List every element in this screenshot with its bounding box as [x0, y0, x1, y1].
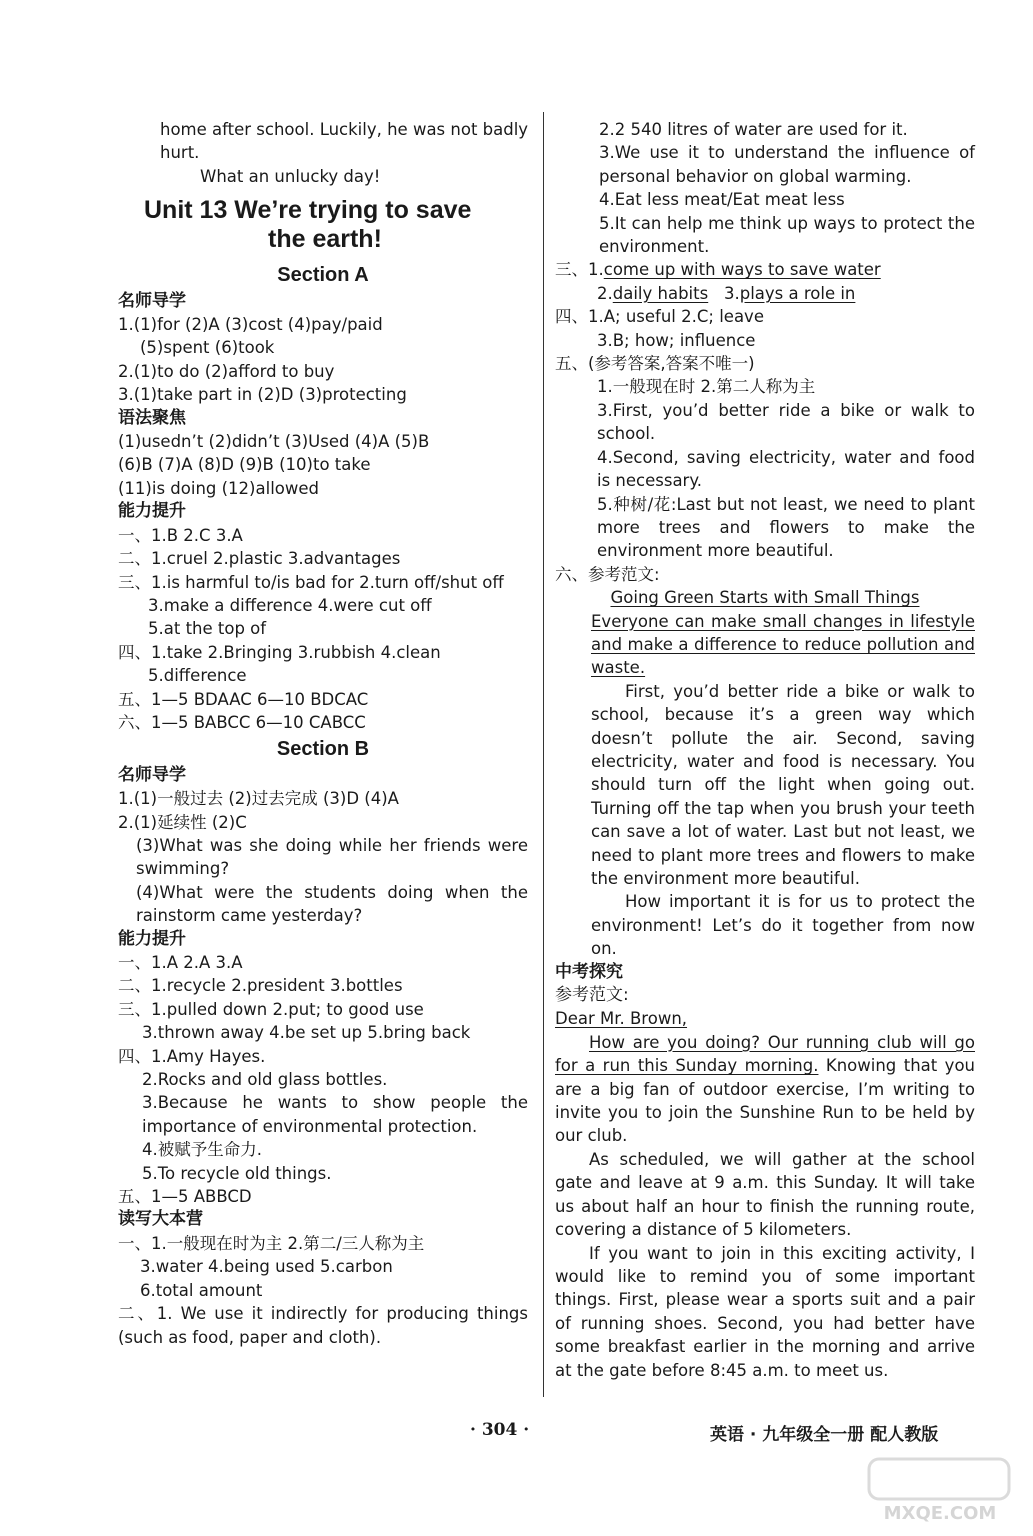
unit-title: [144, 196, 528, 254]
answer-line: 5.at the top of: [148, 619, 267, 639]
text-line: hurt.: [160, 143, 200, 163]
answer-line: 四、1.A; useful 2.C; leave: [555, 307, 764, 327]
answer-line: 3.thrown away 4.be set up 5.bring back: [142, 1023, 471, 1043]
answer-paragraph: (3)What was she doing while her friends were swimming?: [136, 835, 528, 879]
watermark-text: MXQE.COM: [883, 1503, 997, 1524]
answer-paragraph: 5.种树/花:Last but not least, we need to plant more trees and flowers to make the environment more beautiful.: [597, 494, 975, 561]
answer-line: (5)spent (6)took: [140, 338, 275, 358]
answer-line: 1.一般现在时 2.第二人称为主: [597, 377, 816, 397]
heading-duxie: 读写大本营: [118, 1209, 203, 1230]
answer-line: (6)B (7)A (8)D (9)B (10)to take: [118, 455, 371, 475]
answer-line: 3.(1)take part in (2)D (3)protecting: [118, 385, 407, 405]
answer-line: 2.Rocks and old glass bottles.: [142, 1070, 388, 1090]
answer-line: 二、1.cruel 2.plastic 3.advantages: [118, 549, 401, 569]
heading-nengli-b: 能力提升: [118, 928, 186, 949]
answer-line: 六、1—5 BABCC 6—10 CABCC: [118, 712, 366, 732]
letter-paragraph: As scheduled, we will gather at the school gate and leave at 9 a.m. this Sunday. It will take us about half an hour to finish the running route, covering a distance of 5 kilometers.: [555, 1149, 975, 1240]
essay-paragraph: How important it is for us to protect the environment! Let’s do it together from now on.: [591, 892, 975, 959]
answer-paragraph: 3.First, you’d better ride a bike or walk to school.: [597, 400, 975, 444]
watermark-logo: [865, 1455, 1015, 1527]
heading-yufa: 语法聚焦: [118, 407, 186, 428]
answer-line: 2.(1)to do (2)afford to buy: [118, 361, 335, 381]
column-divider: [543, 112, 544, 1397]
answer-paragraph: 3.Because he wants to show people the importance of environmental protection.: [142, 1093, 528, 1136]
right-column: [555, 118, 975, 1382]
heading-cankao: 参考范文:: [555, 985, 629, 1006]
answer-paragraph: 3.We use it to understand the influence of personal behavior on global warming.: [599, 143, 975, 186]
underlined-answer: come up with ways to save water: [603, 260, 881, 280]
answer-line: 四、1.Amy Hayes.: [118, 1046, 266, 1066]
essay-paragraph: Everyone can make small changes in lifestyle and make a difference to reduce pollution and waste.: [591, 611, 975, 678]
answer-line: (1)usedn’t (2)didn’t (3)Used (4)A (5)B: [118, 432, 430, 452]
heading-mingshi: 名师导学: [118, 290, 186, 311]
answer-line: 1.(1)for (2)A (3)cost (4)pay/paid: [118, 315, 383, 335]
underlined-sentence: How are you doing? Our running club will go for a run this Sunday morning.: [555, 1032, 975, 1076]
letter-paragraph: [555, 1031, 975, 1148]
left-column: [118, 118, 528, 1349]
answer-line: 2.(1)延续性 (2)C: [118, 812, 247, 832]
essay-paragraph: First, you’d better ride a bike or walk to school, because it’s a green way which doesn’t pollute the air. Second, saving electricity, water and food is necessary. You should turn off the light when going out. Turning off the tap when you brush your teeth can save a lot of water. Last but not least, we need to plant more trees and flowers to make the environment more beautiful.: [591, 681, 975, 888]
answer-paragraph: (4)What were the students doing when the rainstorm came yesterday?: [136, 882, 528, 926]
letter-greeting: Dear Mr. Brown,: [555, 1009, 688, 1029]
answer-line: 6.total amount: [140, 1280, 263, 1300]
text-line: What an unlucky day!: [200, 166, 381, 186]
book-title: 英语 · 九年级全一册 配人教版: [710, 1425, 939, 1445]
answer-prefix: 三、1.: [555, 260, 604, 280]
answer-paragraph: 5.It can help me think up ways to protect the environment.: [599, 213, 975, 257]
answer-line: 二、1.recycle 2.president 3.bottles: [118, 976, 403, 996]
section-b-title: Section B: [276, 738, 370, 761]
answer-line: 4.被赋予生命力.: [142, 1140, 262, 1160]
answer-line: 五、(参考答案,答案不唯一): [555, 354, 755, 374]
essay-title: Going Green Starts with Small Things: [610, 588, 920, 608]
heading-zhongkao: 中考探究: [555, 961, 623, 982]
answer-paragraph: 二、1. We use it indirectly for producing things (such as food, paper and cloth).: [118, 1304, 528, 1347]
answer-line: 3.B; how; influence: [597, 330, 756, 350]
underlined-answer: plays a role in: [739, 283, 856, 303]
heading-nengli: 能力提升: [118, 501, 186, 522]
answer-line: 4.Eat less meat/Eat meat less: [599, 190, 845, 210]
answer-line: (11)is doing (12)allowed: [118, 478, 319, 498]
letter-paragraph: If you want to join in this exciting activity, I would like to remind you of some important things. First, please wear a sports suit and a pair of running shoes. Second, you had better have some breakfast earlier in the morning and arrive at the gate before 8:45 a.m. to meet us.: [555, 1243, 975, 1380]
answer-line: 一、1.A 2.A 3.A: [118, 953, 243, 972]
answer-line: [555, 282, 975, 305]
answer-paragraph: 4.Second, saving electricity, water and food is necessary.: [597, 447, 975, 491]
answer-line: 5.To recycle old things.: [142, 1163, 332, 1183]
answer-line: 三、1.is harmful to/is bad for 2.turn off/shut off: [118, 572, 504, 592]
answer-line: 1.(1)一般过去 (2)过去完成 (3)D (4)A: [118, 789, 399, 809]
section-a-title: Section A: [277, 264, 369, 287]
answer-line: 五、1—5 BDAAC 6—10 BDCAC: [118, 689, 369, 709]
answer-line: 5.difference: [148, 666, 247, 686]
answer-line: 一、1.B 2.C 3.A: [118, 525, 243, 545]
answer-line: 六、参考范文:: [555, 564, 660, 584]
heading-mingshi-b: 名师导学: [118, 764, 186, 785]
answer-line: 一、1.一般现在时为主 2.第二/三人称为主: [118, 1233, 425, 1253]
answer-line: 2.2 540 litres of water are used for it.: [599, 120, 908, 139]
unit-title-line1: Unit 13 We’re trying to save: [144, 196, 472, 225]
unit-title-line2: the earth!: [268, 225, 382, 254]
text-line: home after school. Luckily, he was not badly: [160, 120, 529, 139]
underlined-answer: daily habits: [612, 283, 709, 303]
letter-text: Knowing that you are a big fan of outdoor exercise, I’m writing to invite you to join the Sunshine Run to be held by our club.: [555, 1056, 975, 1146]
answer-line: 五、1—5 ABBCD: [118, 1187, 252, 1207]
answer-line: 三、1.pulled down 2.put; to good use: [118, 999, 424, 1019]
answer-line: 3.make a difference 4.were cut off: [148, 595, 432, 615]
answer-line: 四、1.take 2.Bringing 3.rubbish 4.clean: [118, 642, 441, 662]
answer-line: 3.water 4.being used 5.carbon: [140, 1257, 393, 1277]
page-number: · 304 ·: [470, 1420, 530, 1440]
answer-prefix: 3.: [723, 283, 740, 303]
answer-line: [555, 258, 975, 281]
answer-prefix: 2.: [597, 283, 613, 303]
watermark-frame: [869, 1459, 1009, 1499]
